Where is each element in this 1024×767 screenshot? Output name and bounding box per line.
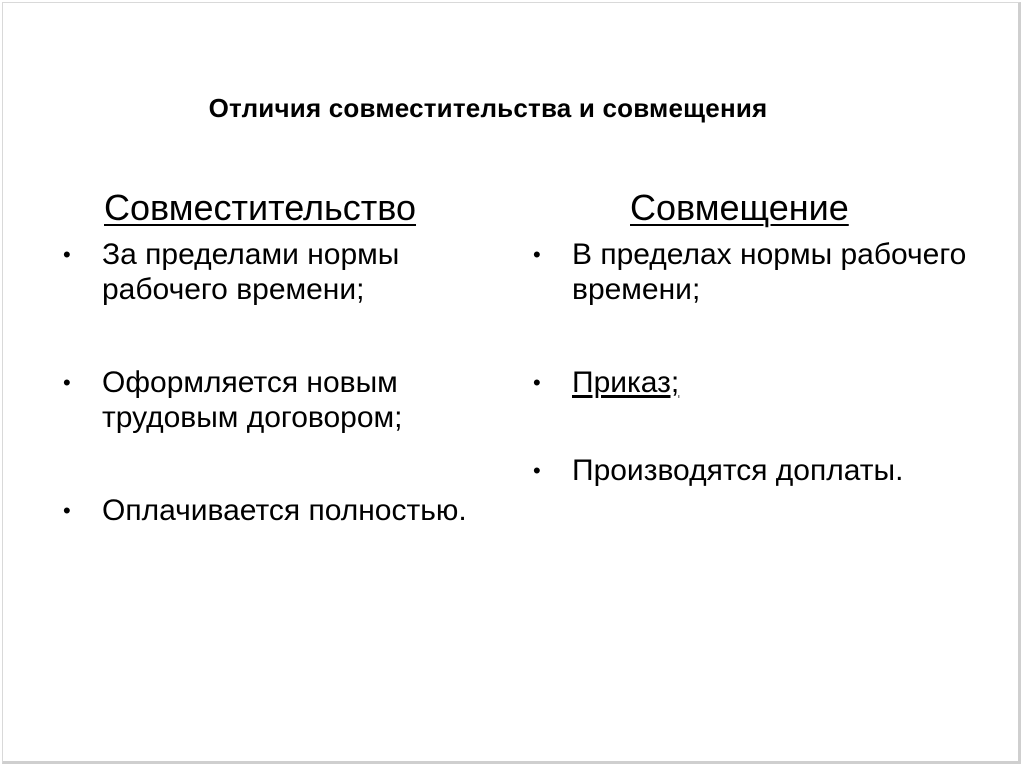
bullet-icon: • [63, 498, 71, 523]
list-item [533, 453, 993, 488]
list-item [63, 493, 503, 528]
list-item-text: Приказ; [572, 366, 680, 399]
list-item [63, 237, 503, 307]
list-item [533, 365, 993, 400]
bullet-icon: • [533, 242, 541, 267]
left-column-heading: Совместительство [104, 187, 417, 228]
list-item [533, 237, 993, 307]
slide [2, 2, 1021, 764]
bullet-icon: • [63, 370, 71, 395]
list-item-text: За пределами нормы рабочего времени; [102, 238, 400, 306]
list-item-text: Производятся доплаты. [572, 454, 904, 487]
left-column-list [63, 237, 503, 528]
bullet-icon: • [533, 370, 541, 395]
list-item [63, 365, 503, 435]
list-item-text: Оформляется новым трудовым договором; [102, 366, 403, 434]
slide-title: Отличия совместительства и совмещения [208, 93, 768, 123]
bullet-icon: • [533, 458, 541, 483]
bullet-icon: • [63, 242, 71, 267]
right-column-heading: Совмещение [630, 187, 849, 228]
list-item-text: Оплачивается полностью. [102, 494, 467, 527]
list-item-text: В пределах нормы рабочего времени; [572, 238, 967, 306]
right-column-list [533, 237, 993, 488]
